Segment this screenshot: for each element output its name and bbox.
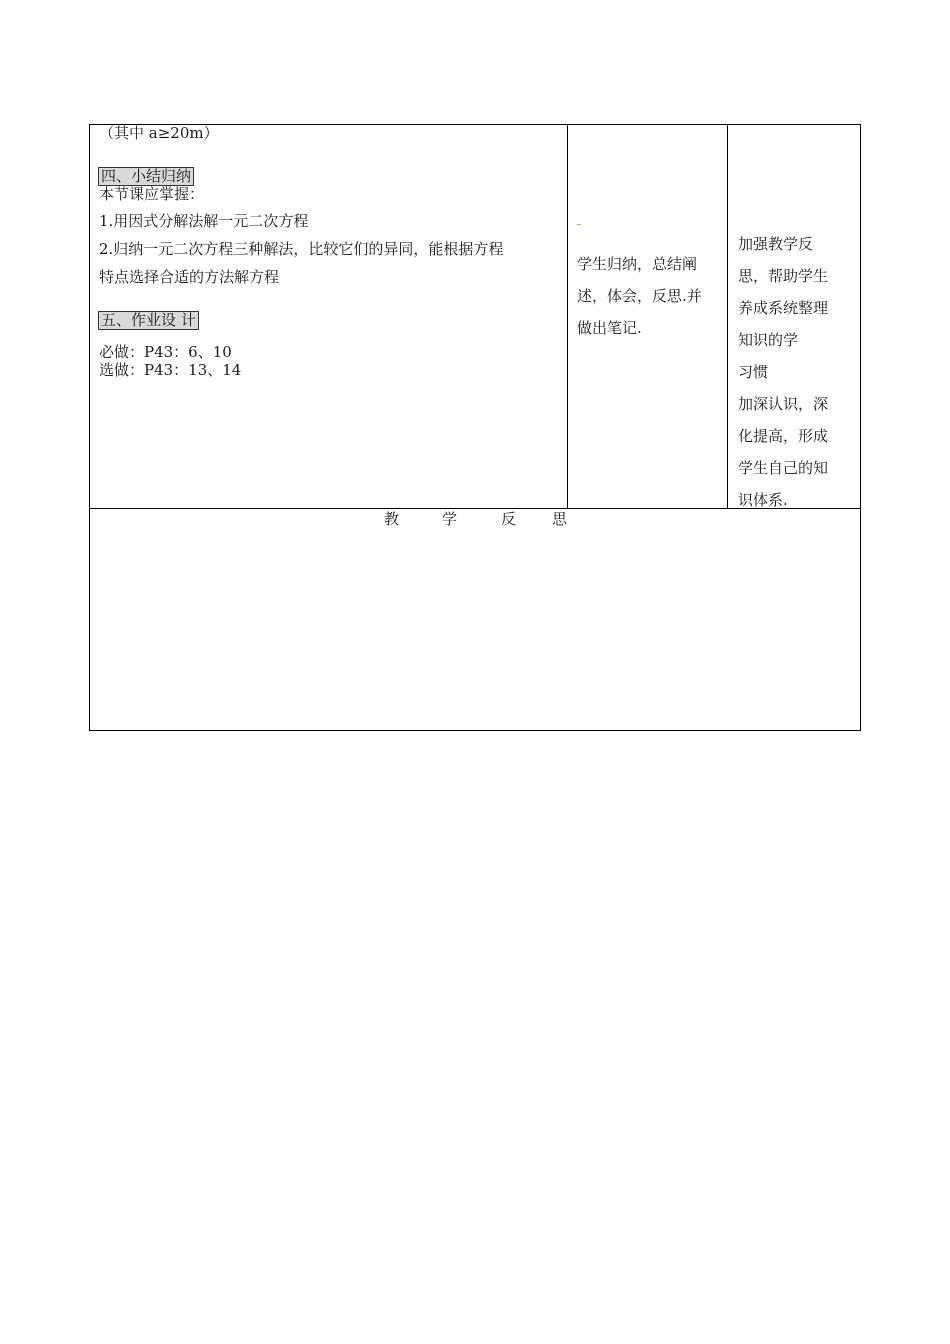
condition-text: （其中 a≥20m） (99, 124, 219, 142)
section4-heading-wrapper (98, 167, 194, 186)
reflection-char: 学 (442, 510, 458, 528)
design-intent-line: 养成系统整理 (738, 299, 829, 317)
table-border-bottom (89, 730, 861, 731)
column-divider-1 (567, 124, 568, 509)
mastery-intro: 本节课应掌握： (99, 185, 205, 203)
design-intent-line: 习惯 (738, 363, 769, 381)
student-activity-line: 做出笔记. (577, 319, 642, 337)
section4-heading: 四、小结归纳 (98, 167, 194, 186)
decorative-mark (577, 224, 581, 225)
required-homework: 必做：P43：6、10 (99, 343, 232, 361)
table-border-left (89, 124, 90, 731)
section5-heading: 五、作业设 计 (98, 311, 199, 330)
design-intent-line: 识体系. (738, 491, 788, 509)
optional-homework: 选做：P43：13、14 (99, 361, 242, 379)
design-intent-line: 学生自己的知 (738, 459, 829, 477)
design-intent-line: 加强教学反 (738, 235, 814, 253)
reflection-char: 教 (384, 510, 400, 528)
student-activity-line: 述，体会，反思.并 (577, 287, 702, 305)
design-intent-line: 加深认识，深 (738, 395, 829, 413)
design-intent-line: 化提高，形成 (738, 427, 829, 445)
summary-point-2-line-2: 特点选择合适的方法解方程 (99, 268, 280, 286)
reflection-char: 反 (501, 510, 517, 528)
student-activity-line: 学生归纳，总结阐 (577, 255, 698, 273)
student-activity (577, 248, 702, 344)
design-intent-line: 知识的学 (738, 331, 799, 349)
section5-heading-wrapper (98, 311, 199, 330)
summary-point-1: 1.用因式分解法解一元二次方程 (99, 212, 309, 230)
reflection-char: 思 (552, 510, 568, 528)
summary-point-2-line-1: 2.归纳一元二次方程三种解法，比较它们的异同，能根据方程 (99, 240, 504, 258)
column-divider-2 (727, 124, 728, 509)
table-border-right (860, 124, 861, 731)
design-intent-line: 思，帮助学生 (738, 267, 829, 285)
design-intent (738, 228, 828, 516)
